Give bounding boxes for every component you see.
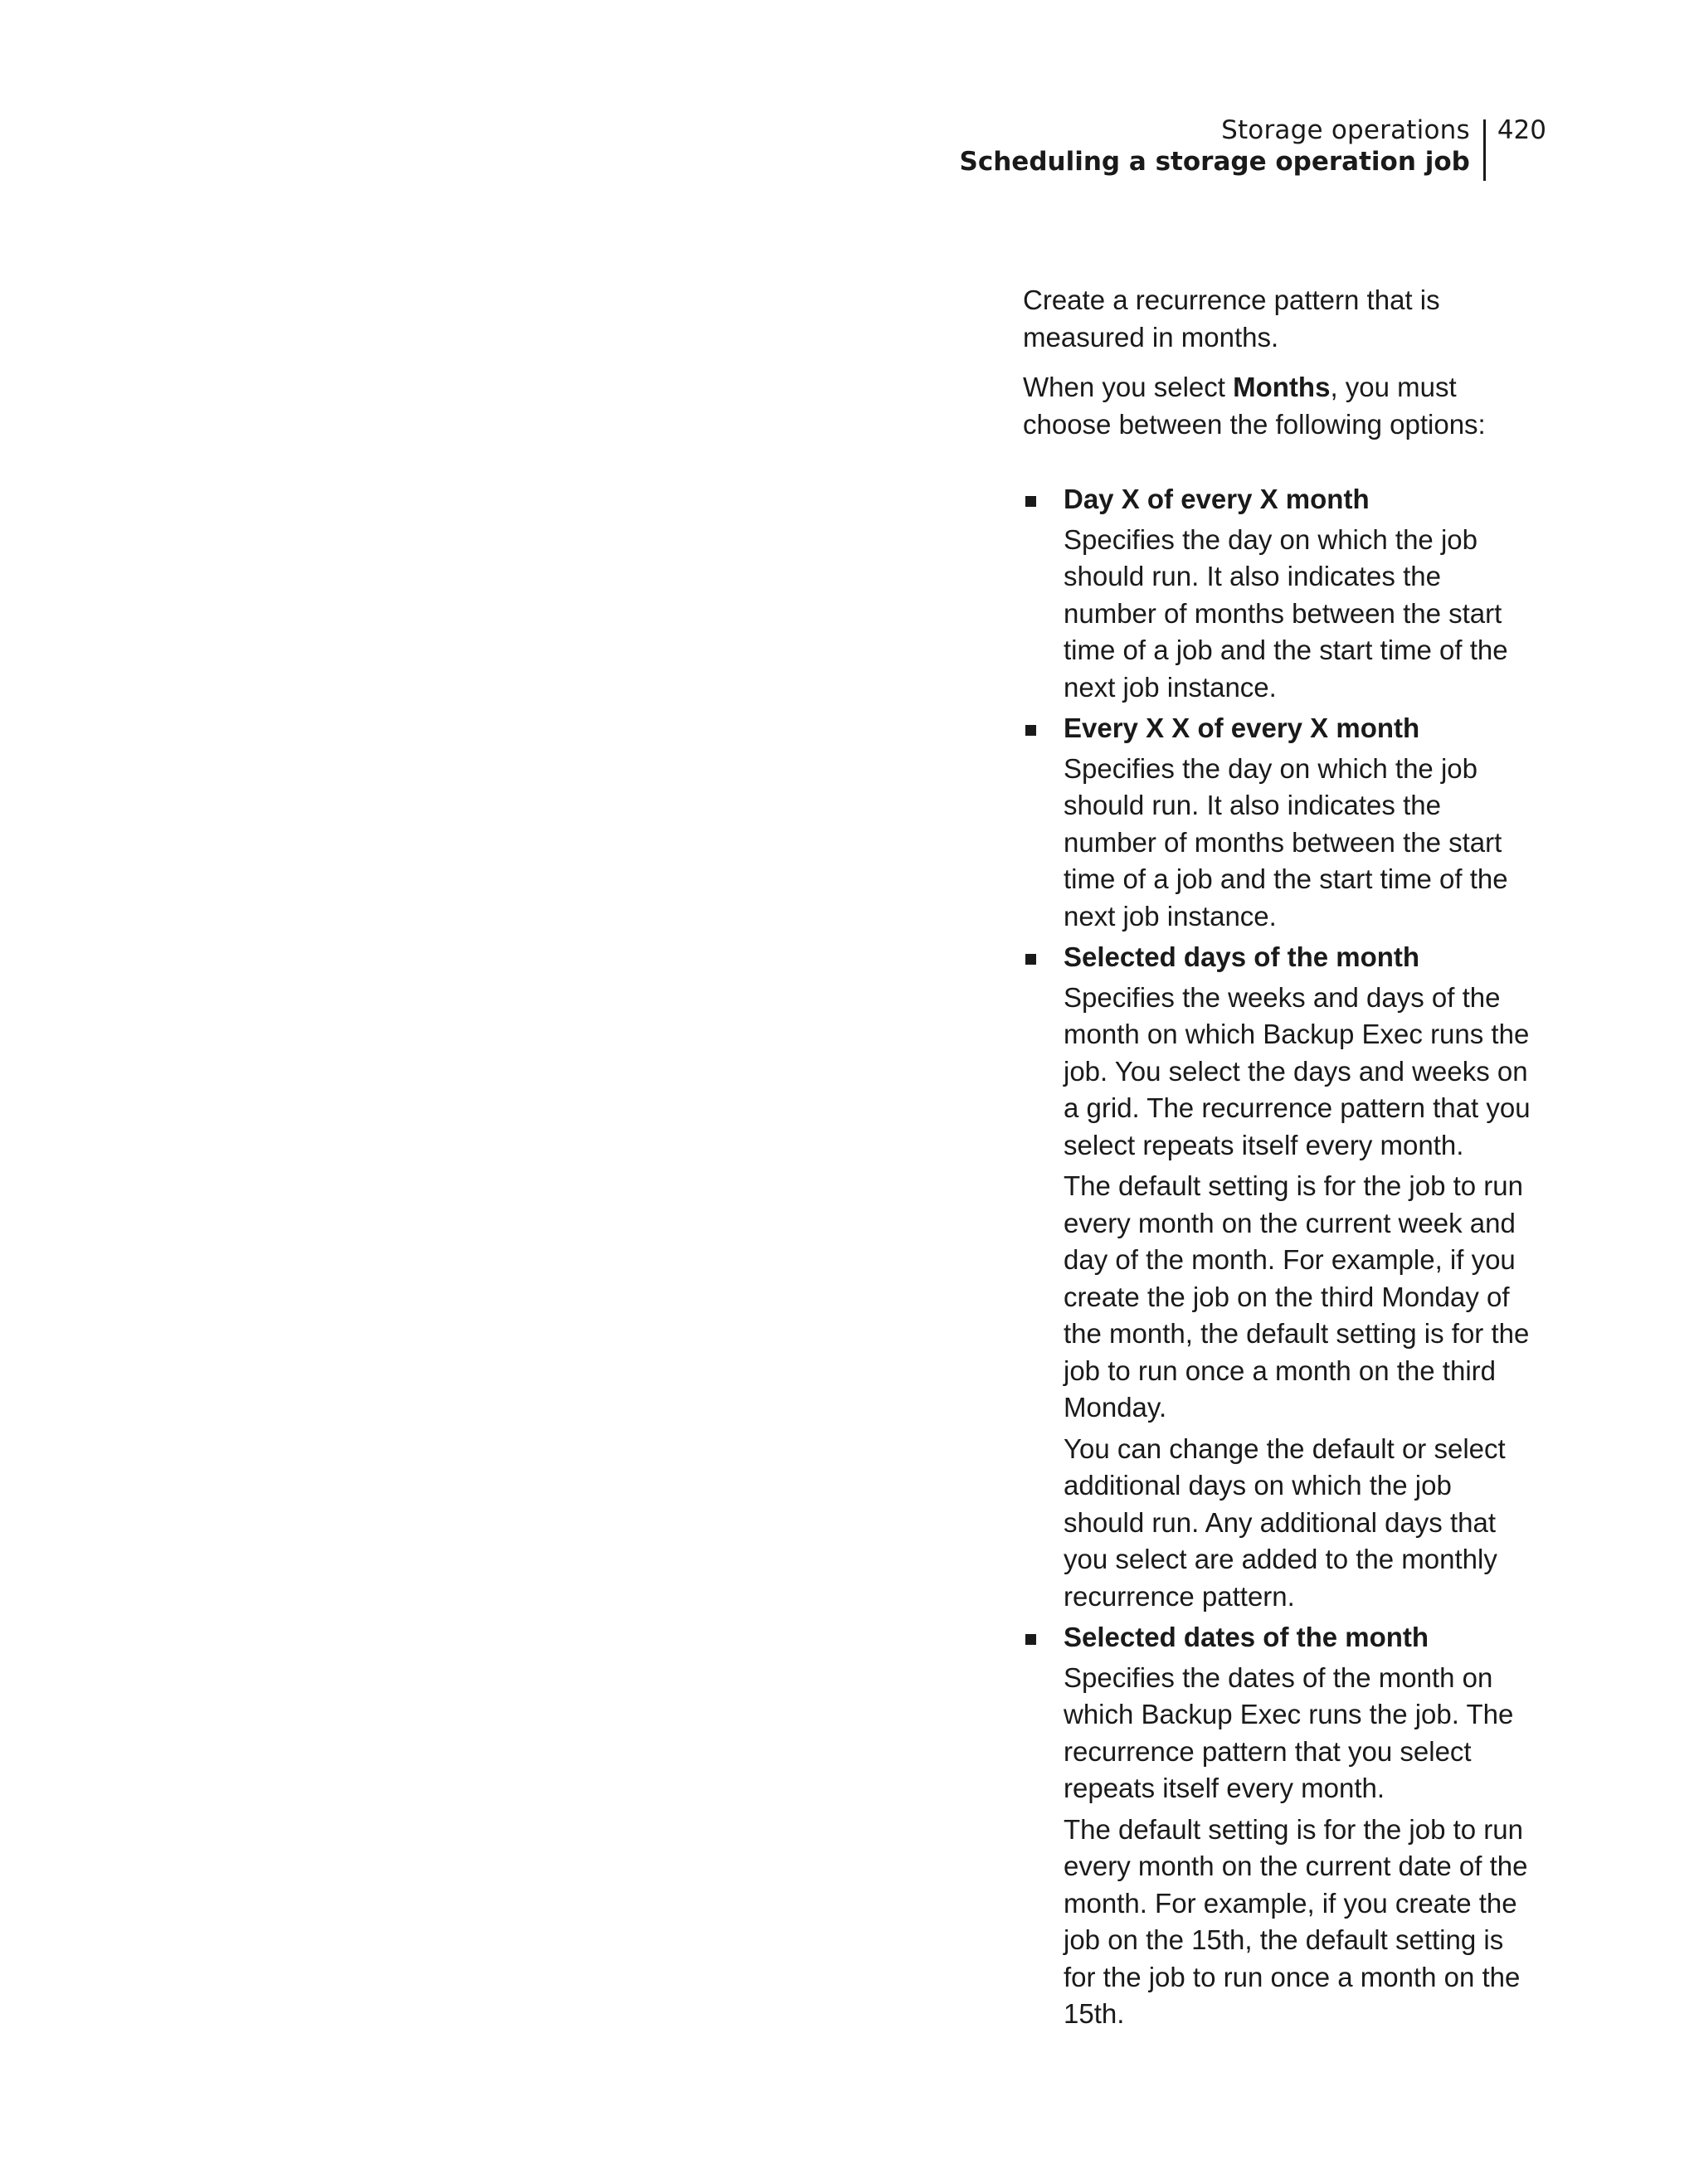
option-item-day-x — [1023, 481, 1537, 706]
main-content — [1023, 282, 1537, 2037]
option-default-note: The default setting is for the job to run every month on the current date of the month. For example, if you create the job on the 15th, the default setting is for the job to run once a month on the 15th. — [1064, 1813, 1528, 2029]
page-number: 420 — [1497, 115, 1546, 145]
option-item-selected-dates — [1023, 1619, 1537, 2033]
option-description: Specifies the day on which the job should run. It also indicates the number of months between the start time of a job and the start time of the next job instance. — [1064, 523, 1508, 703]
square-bullet-icon — [1025, 1634, 1036, 1645]
square-bullet-icon — [1025, 725, 1036, 736]
select-suffix: , you must choose between the following options: — [1023, 372, 1486, 440]
section-name: Storage operations — [1221, 115, 1470, 145]
square-bullet-icon — [1025, 496, 1036, 507]
option-title: Selected dates of the month — [1064, 1622, 1429, 1652]
topic-name: Scheduling a storage operation job — [959, 147, 1470, 177]
option-title: Every X X of every X month — [1064, 713, 1420, 743]
option-description: Specifies the dates of the month on which Backup Exec runs the job. The recurrence pattern that you select repeats itself every month. — [1064, 1661, 1514, 1803]
option-change-note: You can change the default or select additional days on which the job should run. Any additional days that you select are added to the monthly recurrence pattern. — [1064, 1432, 1506, 1612]
square-bullet-icon — [1025, 954, 1036, 965]
select-paragraph — [1023, 369, 1537, 443]
option-title: Selected days of the month — [1064, 941, 1420, 972]
select-prefix: When you select — [1023, 372, 1234, 402]
intro-paragraph: Create a recurrence pattern that is measured in months. — [1023, 285, 1440, 353]
options-list — [1023, 481, 1537, 2033]
option-description: Specifies the day on which the job should run. It also indicates the number of months between the start time of a job and the start time of the next job instance. — [1064, 752, 1508, 931]
running-header — [960, 114, 1546, 178]
header-titles — [960, 114, 1483, 178]
option-item-every-x-x — [1023, 710, 1537, 935]
option-description: Specifies the weeks and days of the month on which Backup Exec runs the job. You select the days and weeks on a grid. The recurrence pattern that you select repeats itself every month. — [1064, 981, 1531, 1160]
months-keyword: Months — [1233, 372, 1331, 402]
option-default-note: The default setting is for the job to run every month on the current week and day of the month. For example, if you create the job on the third Monday of the month, the default setting is for the job to run once a month on the third Monday. — [1064, 1170, 1530, 1423]
option-title: Day X of every X month — [1064, 484, 1370, 514]
option-item-selected-days — [1023, 939, 1537, 1615]
